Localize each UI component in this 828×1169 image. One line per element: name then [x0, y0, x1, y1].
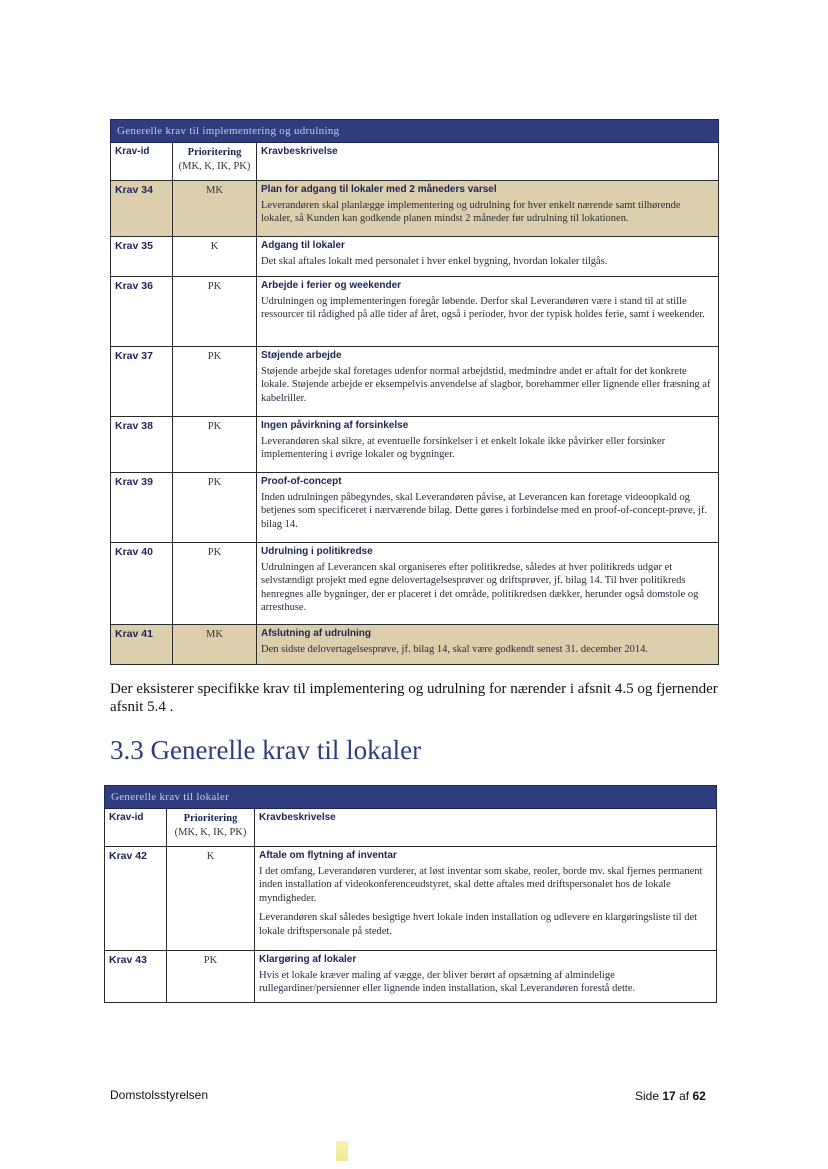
- requirement-description: [257, 347, 719, 417]
- requirement-description: [257, 181, 719, 237]
- footer-organization: Domstolsstyrelsen: [110, 1088, 209, 1102]
- footer-side-label: Side: [635, 1089, 660, 1103]
- table-row: [105, 951, 717, 1003]
- table-header-row: [105, 786, 717, 809]
- requirement-id: Krav 39: [111, 473, 173, 543]
- table-row: [111, 277, 719, 347]
- requirement-description: [257, 625, 719, 665]
- requirement-description: [257, 473, 719, 543]
- requirement-text: Udrulningen af Leverancen skal organiseres efter politikredse, således at hver politikreds udgør et selvstændigt projekt med egne delovertagelsesprøver og driftsprøver, jf. bilag 14. Til hver politikreds henregnes alle bygninger, der er placeret i det område, politikredsen dækker, herunder også domstole og arresthuse.: [261, 561, 699, 614]
- requirement-text: Inden udrulningen påbegyndes, skal Leverandøren påvise, at Leverancen kan foretage videoopkald og betjenes som specificeret i nærværende bilag. Dette gøres i forbindelse med en proof-of-concept-prøve, jf. bilag 14.: [261, 491, 708, 530]
- table-row: [105, 847, 717, 951]
- requirement-id: Krav 42: [105, 847, 167, 951]
- requirement-priority: PK: [173, 473, 257, 543]
- requirement-title: Proof-of-concept: [261, 476, 342, 488]
- requirement-id: Krav 40: [111, 543, 173, 625]
- table-row: [111, 347, 719, 417]
- requirement-text: Den sidste delovertagelsesprøve, jf. bilag 14, skal være godkendt senest 31. december 2014.: [261, 643, 648, 655]
- requirement-description: [257, 543, 719, 625]
- table-row: [111, 543, 719, 625]
- footer-total-pages: 62: [692, 1089, 706, 1103]
- requirement-description: [257, 417, 719, 473]
- requirement-id: Krav 38: [111, 417, 173, 473]
- column-header-row: [105, 809, 717, 847]
- requirement-priority: PK: [173, 417, 257, 473]
- column-header-id: Krav-id: [111, 143, 173, 181]
- requirement-priority: PK: [167, 951, 255, 1003]
- requirement-title: Adgang til lokaler: [261, 240, 345, 252]
- requirement-title: Arbejde i ferier og weekender: [261, 280, 402, 292]
- requirement-title: Udrulning i politikredse: [261, 546, 373, 558]
- requirement-id: Krav 36: [111, 277, 173, 347]
- footer-page-number: [635, 1089, 706, 1103]
- table-header-row: [111, 120, 719, 143]
- column-header-id: Krav-id: [105, 809, 167, 847]
- requirement-description: [257, 277, 719, 347]
- requirement-id: Krav 37: [111, 347, 173, 417]
- body-paragraph: Der eksisterer specifikke krav til implementering og udrulning for nærender i afsnit 4.5 og fjernender afsnit 5.4 .: [110, 681, 718, 716]
- requirement-priority: PK: [173, 347, 257, 417]
- column-header-priority-sub: (MK, K, IK, PK): [174, 826, 247, 838]
- requirement-description: [255, 951, 717, 1003]
- requirement-title: Plan for adgang til lokaler med 2 måneders varsel: [261, 184, 497, 196]
- table-row: [111, 181, 719, 237]
- requirement-text: Leverandøren skal sikre, at eventuelle forsinkelser i et enkelt lokale ikke påvirker eller forsinker implementering i øvrige lokaler og bygninger.: [261, 435, 666, 461]
- column-header-row: [111, 143, 719, 181]
- column-header-priority-label: Prioritering: [187, 147, 242, 159]
- requirement-text-secondary: Leverandøren skal således besigtige hvert lokale inden installation og udlevere en klargøringsliste til det lokale driftspersonale på stedet.: [259, 912, 698, 937]
- requirement-text: Støjende arbejde skal foretages udenfor normal arbejdstid, medmindre andet er aftalt for det konkrete lokale. Støjende arbejde er eksempelvis anvendelse af slagbor, borehammer eller lignende eller fræsning af kabelriller.: [261, 365, 711, 404]
- column-header-description: Kravbeskrivelse: [255, 809, 717, 847]
- requirement-id: Krav 41: [111, 625, 173, 665]
- highlight-mark: [336, 1141, 348, 1161]
- requirement-priority: PK: [173, 543, 257, 625]
- requirement-text: Det skal aftales lokalt med personalet i hver enkel bygning, hvordan lokaler tilgås.: [261, 255, 608, 267]
- requirement-text: I det omfang, Leverandøren vurderer, at løst inventar som skabe, reoler, borde mv. skal fjernes permanent inden installation af videokonferenceudstyret, skal dette aftales med driftspersonalet hos de lokale myndigheder.: [259, 865, 703, 904]
- requirements-table-premises: [104, 785, 717, 1003]
- requirement-title: Støjende arbejde: [261, 350, 342, 362]
- table-title: Generelle krav til lokaler: [105, 786, 717, 809]
- table-row: [111, 625, 719, 665]
- table-row: [111, 237, 719, 277]
- footer-of-label: af: [679, 1089, 690, 1103]
- requirement-text: Leverandøren skal planlægge implementering og udrulning for hver enkelt nærende samt tilhørende lokaler, så Kunden kan godkende planen mindst 2 måneder før udrulning til lokationen.: [261, 199, 681, 225]
- column-header-priority-sub: (MK, K, IK, PK): [178, 160, 251, 172]
- column-header-priority: [167, 809, 255, 847]
- requirement-id: Krav 34: [111, 181, 173, 237]
- table-row: [111, 473, 719, 543]
- requirement-id: Krav 35: [111, 237, 173, 277]
- requirement-priority: PK: [173, 277, 257, 347]
- requirement-title: Afslutning af udrulning: [261, 628, 371, 640]
- requirement-title: Ingen påvirkning af forsinkelse: [261, 420, 409, 432]
- section-heading: 3.3 Generelle krav til lokaler: [110, 735, 422, 765]
- requirement-id: Krav 43: [105, 951, 167, 1003]
- requirements-table-implementation: [110, 119, 719, 665]
- column-header-description: Kravbeskrivelse: [257, 143, 719, 181]
- requirement-description: [255, 847, 717, 951]
- column-header-priority-label: Prioritering: [183, 813, 238, 825]
- table-title: Generelle krav til implementering og udrulning: [111, 120, 719, 143]
- requirement-priority: MK: [173, 181, 257, 237]
- requirement-title: Aftale om flytning af inventar: [259, 850, 397, 862]
- requirement-priority: K: [173, 237, 257, 277]
- requirement-title: Klargøring af lokaler: [259, 954, 357, 966]
- table-row: [111, 417, 719, 473]
- column-header-priority: [173, 143, 257, 181]
- requirement-text: Hvis et lokale kræver maling af vægge, der bliver berørt af opsætning af almindelige rullegardiner/persienner eller lignende inden installation, skal Leverandøren forestå dette.: [259, 969, 636, 995]
- requirement-priority: K: [167, 847, 255, 951]
- requirement-text: Udrulningen og implementeringen foregår løbende. Derfor skal Leverandøren være i stand til at stille ressourcer til rådighed på alle tider af året, også i perioder, hvor der typisk holdes ferie, samt i weekender.: [261, 295, 705, 321]
- requirement-description: [257, 237, 719, 277]
- footer-current-page: 17: [662, 1089, 676, 1103]
- requirement-priority: MK: [173, 625, 257, 665]
